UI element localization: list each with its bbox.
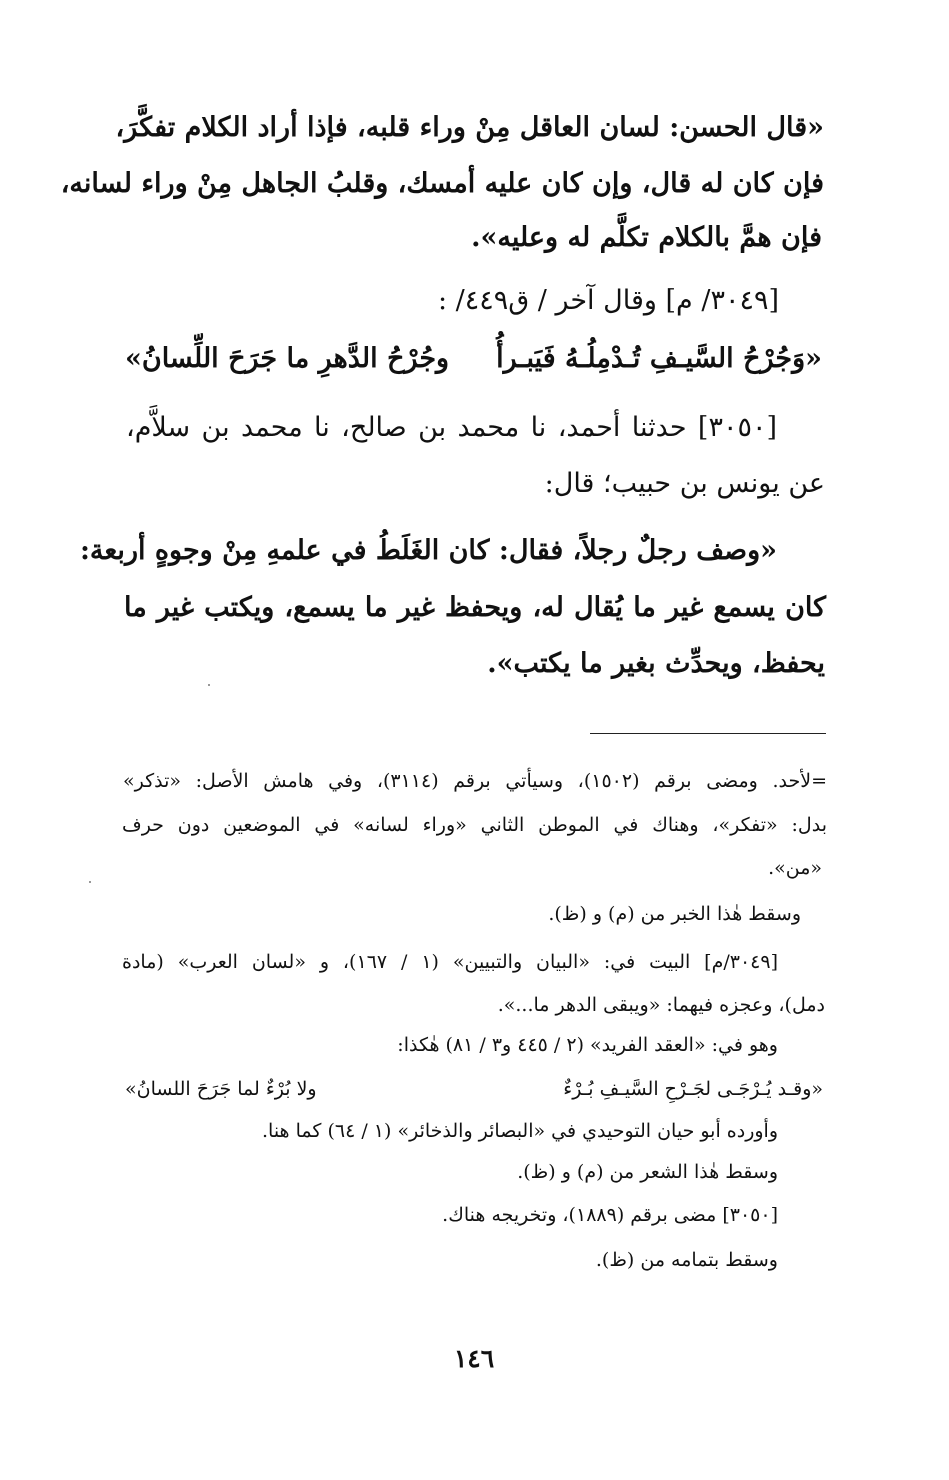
footnote-5: وأورده أبو حيان التوحيدي في «البصائر والذخائر» (١ / ٦٤) كما هنا.: [261, 1120, 778, 1142]
para1-line-2: فإن كان له قال، وإن كان عليه أمسك، وقلبُ الجاهل مِنْ وراء لسانه،: [60, 168, 824, 199]
ref-3049: [٣٠٤٩/ م] وقال آخر / ق٤٤٩/ :: [437, 285, 779, 316]
quote-line-2: كان يسمع غير ما يُقال له، ويحفظ غير ما يسمع، ويكتب غير ما: [124, 592, 826, 623]
footnote-poem-left: ولا بُرْءٌ لما جَرَحَ اللسانُ»: [125, 1078, 317, 1100]
footnote-poem-right: «وقـد يُـرْجَـى لجَـرْحِ السَّيـفِ بُـرْءٌ: [563, 1078, 823, 1100]
footnote-2: وسقط هٰذا الخبر من (م) و (ظ).: [548, 903, 801, 925]
para3050-line-1: [٣٠٥٠] حدثنا أحمد، نا محمد بن صالح، نا محمد بن سلاَّم،: [126, 412, 777, 443]
quote-line-1: «وصف رجلٌ رجلاً، فقال: كان الغَلَطُ في علمهِ مِنْ وجوهٍ أربعة:: [79, 535, 777, 566]
quote-line-3: يحفظ، ويحدِّث بغير ما يكتب».: [487, 648, 825, 679]
scan-speck: [208, 684, 210, 686]
para3050-line-2: عن يونس بن حبيب؛ قال:: [544, 468, 825, 499]
footnote-4: وهو في: «العقد الفريد» (٢ / ٤٤٥ و٣ / ٨١) هٰكذا:: [397, 1034, 778, 1056]
poem-hemistich-left: وجُرْحُ الدَّهرِ ما جَرَحَ اللِّسانُ»: [125, 343, 450, 374]
scan-speck: [89, 881, 91, 883]
footnote-3-line-2: دمل)، وعجزه فيهما: «ويبقى الدهر ما...».: [497, 994, 825, 1016]
footnote-1-line-3: «من».: [768, 857, 822, 879]
footnote-1-line-1: =لأحد. ومضى برقم (١٥٠٢)، وسيأتي برقم (٣١١٤)، وفي هامش الأصل: «تذكر»: [123, 770, 827, 792]
para1-line-3: فإن همَّ بالكلام تكلَّم له وعليه».: [471, 222, 822, 253]
footnote-separator: [590, 733, 826, 734]
footnote-7: [٣٠٥٠] مضى برقم (١٨٨٩)، وتخريجه هناك.: [442, 1204, 778, 1226]
footnote-8: وسقط بتمامه من (ظ).: [595, 1249, 778, 1271]
footnote-6: وسقط هٰذا الشعر من (م) و (ظ).: [517, 1161, 778, 1183]
footnote-1-line-2: بدل: «تفكر»، وهناك في الموطن الثاني «وراء لسانه» في الموضعين دون حرف: [122, 814, 827, 836]
footnote-3-line-1: [٣٠٤٩/م] البيت في: «البيان والتبيين» (١ / ١٦٧)، و «لسان العرب» (مادة: [122, 951, 778, 973]
page-number: ١٤٦: [453, 1344, 495, 1373]
poem-hemistich-right: «وَجُرْحُ السَّيـفِ تُـدْمِلُـهُ فَيَبـرأُ: [496, 343, 822, 374]
para1-line-1: «قال الحسن: لسان العاقل مِنْ وراء قلبه، فإذا أراد الكلام تفكَّرَ،: [115, 112, 824, 143]
